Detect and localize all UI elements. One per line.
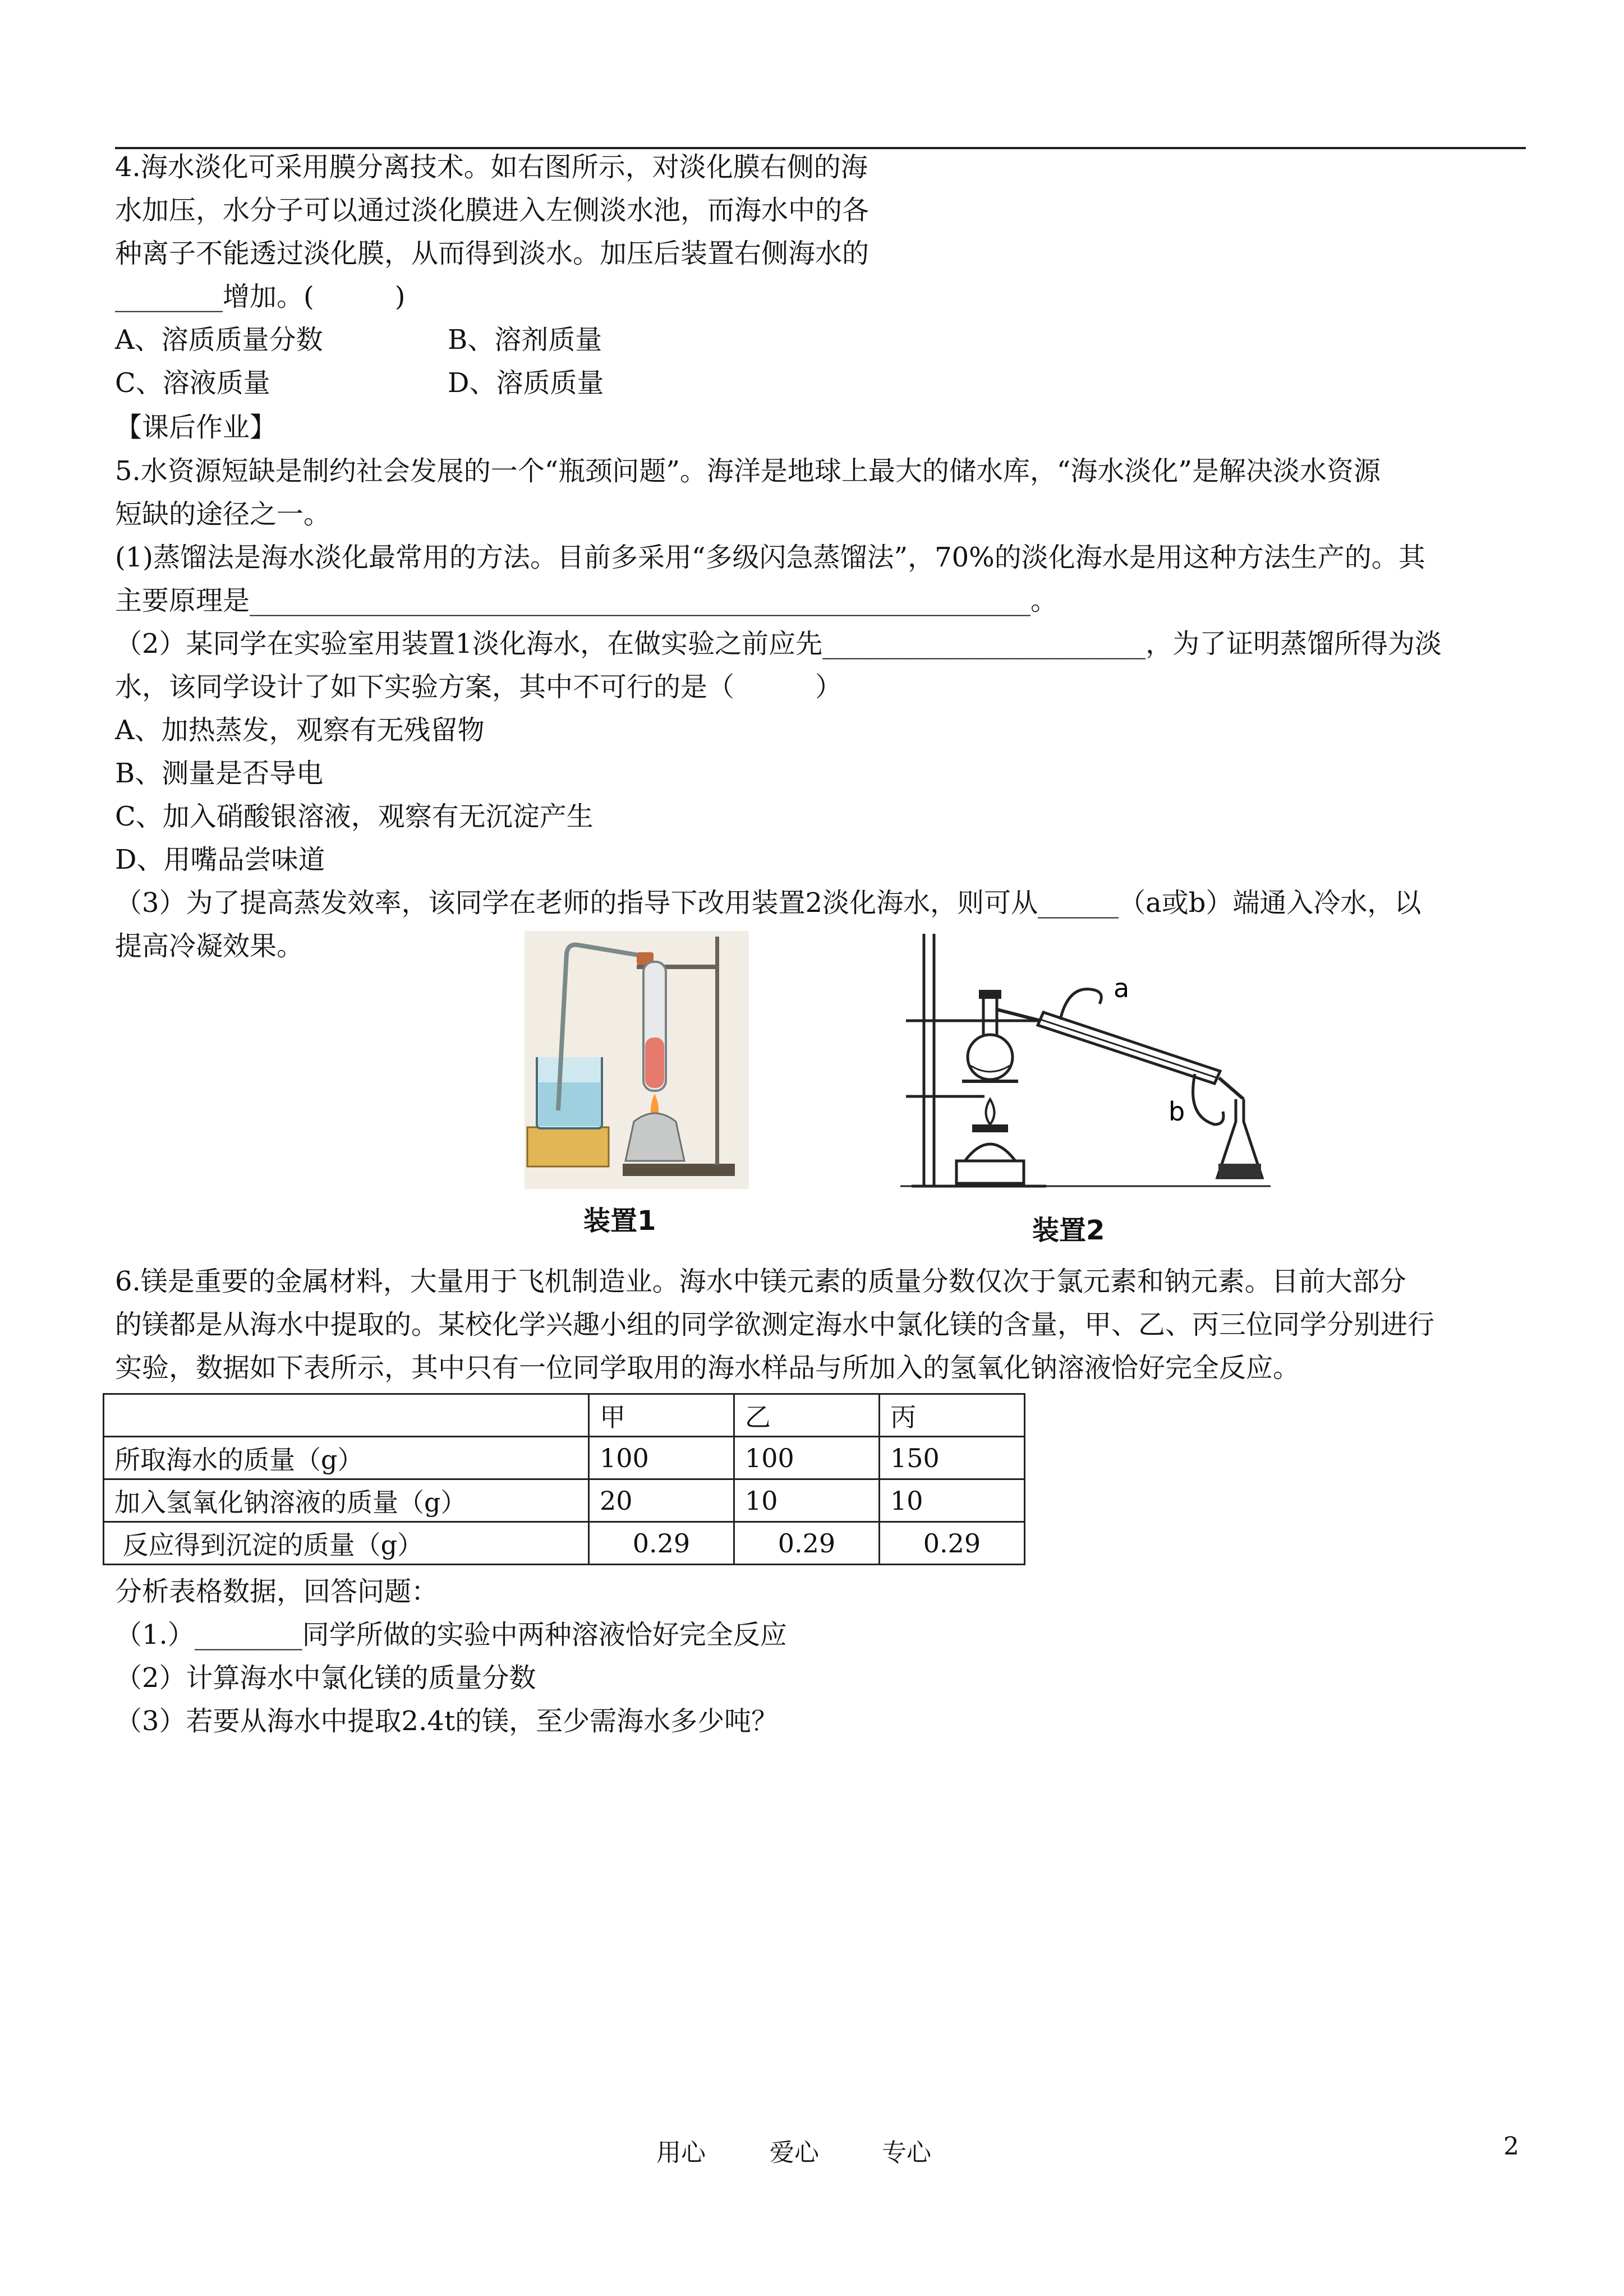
table-header-cell: 甲: [589, 1394, 734, 1437]
apparatus-1-figure: [525, 931, 749, 1189]
table-cell: 所取海水的质量（g）: [104, 1437, 589, 1479]
q6-line-1: 6.镁是重要的金属材料，大量用于飞机制造业。海水中镁元素的质量分数仅次于氯元素和钠元素。目前大部分: [115, 1266, 1406, 1297]
apparatus-2-caption: 装置2: [1032, 1215, 1105, 1246]
q6-line-3: 实验，数据如下表所示，其中只有一位同学取用的海水样品与所加入的氢氧化钠溶液恰好完全反应。: [115, 1352, 1300, 1384]
table-cell: 100: [734, 1437, 880, 1479]
burner-flame: [986, 1099, 995, 1124]
q6-sub-2: （2）计算海水中氯化镁的质量分数: [115, 1662, 536, 1694]
stand-rod: [715, 937, 719, 1165]
table-header-cell: 乙: [734, 1394, 880, 1437]
q5-option-c: C、加入硝酸银溶液，观察有无沉淀产生: [115, 801, 594, 832]
apparatus-2-figure: [900, 931, 1271, 1195]
distilling-flask: [968, 1035, 1013, 1080]
q5-line-6: 水，该同学设计了如下实验方案，其中不可行的是（ ）: [115, 671, 843, 703]
apparatus-1-caption: 装置1: [583, 1205, 656, 1237]
burner-base: [956, 1161, 1024, 1183]
condenser-label-a: a: [1114, 973, 1130, 1003]
q6-sub-3: （3）若要从海水中提取2.4t的镁，至少需海水多少吨？: [115, 1705, 779, 1737]
table-cell: 0.29: [589, 1522, 734, 1565]
table-cell: 0.29: [734, 1522, 880, 1565]
test-tube-liquid: [645, 1038, 664, 1088]
q5-line-3: (1)蒸馏法是海水淡化最常用的方法。目前多采用“多级闪急蒸馏法”，70%的淡化海水是用这种方法生产的。其: [115, 542, 1425, 573]
beaker-water: [539, 1082, 600, 1126]
q5-line-1: 5.水资源短缺是制约社会发展的一个“瓶颈问题”。海洋是地球上最大的储水库，“海水淡化”是解决淡水资源: [115, 455, 1381, 487]
q5-line-4: 主要原理是__________________________________________________________。: [115, 585, 1058, 616]
alcohol-lamp: [625, 1113, 684, 1161]
table-cell: 100: [589, 1437, 734, 1479]
table-cell: 10: [880, 1479, 1025, 1522]
footer-word-2: 爱心: [770, 2138, 819, 2167]
table-cell: 10: [734, 1479, 880, 1522]
table-cell: 20: [589, 1479, 734, 1522]
table-cell: 0.29: [880, 1522, 1025, 1565]
table-row: [104, 1479, 1025, 1522]
data-table: [103, 1393, 1025, 1565]
page-number: 2: [1503, 2132, 1519, 2161]
table-cell: 150: [880, 1437, 1025, 1479]
burner-body: [965, 1144, 1015, 1161]
q6-after-line-1: 分析表格数据，回答问题：: [115, 1576, 439, 1607]
table-header-cell: [104, 1394, 589, 1437]
table-header-cell: 丙: [880, 1394, 1025, 1437]
side-arm: [997, 1009, 1041, 1021]
q4-line-4: ________增加。( ): [115, 281, 406, 312]
q5-option-d: D、用嘴品尝味道: [115, 844, 325, 875]
q6-line-2: 的镁都是从海水中提取的。某校化学兴趣小组的同学欲测定海水中氯化镁的含量，甲、乙、丙三位同学分别进行: [115, 1309, 1435, 1340]
wooden-block: [527, 1127, 609, 1167]
footer-word-3: 专心: [882, 2138, 931, 2167]
footer-word-1: 用心: [656, 2138, 706, 2167]
stand-base: [623, 1164, 735, 1176]
q5-line-5: （2）某同学在实验室用装置1淡化海水，在做实验之前应先________________________，为了证明蒸馏所得为淡: [115, 628, 1442, 660]
q5-line-11: （3）为了提高蒸发效率，该同学在老师的指导下改用装置2淡化海水，则可从______（a或b）端通入冷水，以: [115, 887, 1421, 919]
thermometer-stopper: [979, 990, 1001, 999]
q4-option-b: B、溶剂质量: [448, 324, 602, 356]
inner-tube: [1041, 1020, 1217, 1078]
q5-option-b: B、测量是否导电: [115, 758, 324, 789]
q4-line-1: 4.海水淡化可采用膜分离技术。如右图所示，对淡化膜右侧的海: [115, 151, 868, 183]
q5-line-2: 短缺的途径之一。: [115, 499, 331, 530]
q5-option-a: A、加热蒸发，观察有无残留物: [115, 714, 485, 746]
table-row: [104, 1437, 1025, 1479]
receiving-liquid: [1218, 1164, 1261, 1178]
table-cell: 反应得到沉淀的质量（g）: [104, 1522, 589, 1565]
q4-option-a: A、溶质质量分数: [115, 324, 323, 356]
header-rule: [115, 147, 1526, 149]
q4-line-3: 种离子不能透过淡化膜，从而得到淡水。加压后装置右侧海水的: [115, 238, 869, 269]
burner-collar: [972, 1124, 1008, 1132]
condenser-label-b: b: [1168, 1096, 1185, 1127]
q4-line-2: 水加压，水分子可以通过淡化膜进入左侧淡水池，而海水中的各: [115, 195, 869, 226]
section-title: 【课后作业】: [115, 412, 277, 443]
q4-option-d: D、溶质质量: [448, 367, 604, 399]
q4-option-c: C、溶液质量: [115, 367, 270, 399]
q6-sub-1: （1.）________同学所做的实验中两种溶液恰好完全反应: [115, 1619, 787, 1650]
condenser-tube-a: [1060, 989, 1101, 1020]
table-cell: 加入氢氧化钠溶液的质量（g）: [104, 1479, 589, 1522]
table-header-row: [104, 1394, 1025, 1437]
q5-line-12: 提高冷凝效果。: [115, 930, 304, 962]
adapter: [1219, 1078, 1244, 1099]
table-row: [104, 1522, 1025, 1565]
